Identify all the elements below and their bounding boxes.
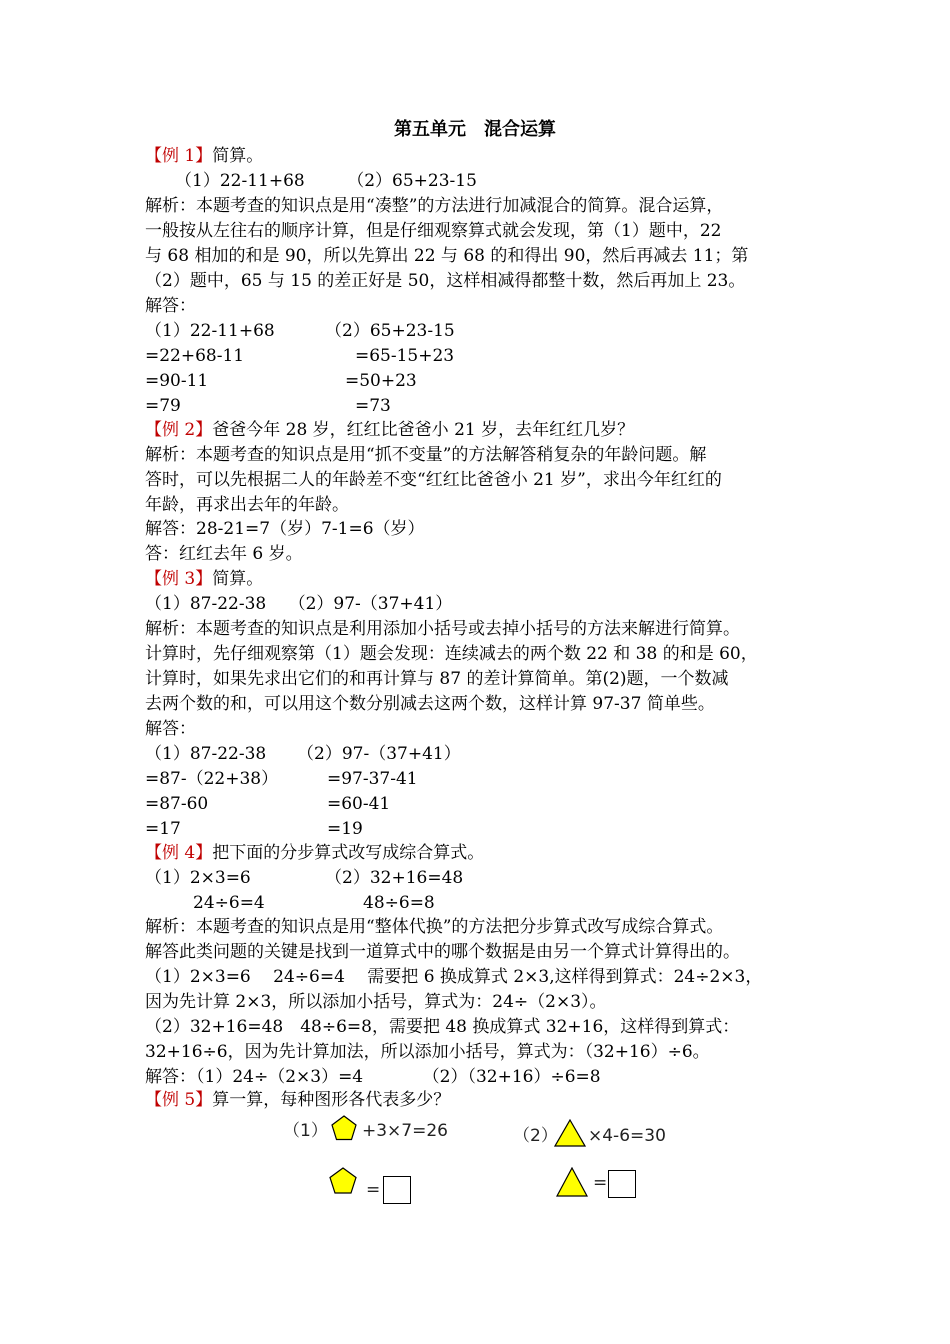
pentagon-icon (329, 1167, 357, 1195)
example-3-text: 简算。 (212, 569, 264, 589)
example-1-step: =22+68-11 (145, 346, 245, 366)
example-1-step: （1）22-11+68 (145, 321, 275, 341)
example-1-analysis-line: （2）题中，65 与 15 的差正好是 50，这样相减得都整十数，然后再加上 23。 (145, 271, 746, 291)
example-3-heading (145, 568, 263, 590)
triangle-icon (554, 1119, 586, 1147)
example-2-heading (145, 419, 634, 441)
example-4-question: （2）32+16=48 (325, 868, 464, 888)
example-3-step: =97-37-41 (327, 769, 418, 789)
example-5-part-1-expression: +3×7=26 (362, 1121, 448, 1141)
example-5-heading (145, 1089, 450, 1111)
example-1-question: （1）22-11+68 （2）65+23-15 (175, 171, 477, 191)
example-1-answer-label: 解答： (145, 296, 196, 316)
triangle-icon (556, 1167, 588, 1197)
example-1-step: =73 (355, 396, 391, 416)
example-4-question: 48÷6=8 (363, 893, 435, 913)
example-1-tag: 【例 1】 (145, 146, 213, 166)
example-5-text: 算一算，每种图形各代表多少？ (212, 1090, 451, 1110)
example-4-analysis-line: （2）32+16=48 48÷6=8，需要把 48 换成算式 32+16，这样得到算式： (145, 1017, 740, 1037)
example-1-heading (145, 145, 263, 167)
example-4-text: 把下面的分步算式改写成综合算式。 (212, 843, 485, 863)
example-1-analysis-line: 解析：本题考查的知识点是用“凑整”的方法进行加减混合的简算。混合运算， (145, 196, 724, 216)
example-2-final-answer: 答：红红去年 6 岁。 (145, 544, 303, 564)
example-5-tag: 【例 5】 (145, 1090, 213, 1110)
example-1-text: 简算。 (212, 146, 264, 166)
example-3-step: =87-60 (145, 794, 209, 814)
example-4-answer: 解答：（1）24÷（2×3）=4 （2）（32+16）÷6=8 (145, 1067, 601, 1087)
example-4-tag: 【例 4】 (145, 843, 213, 863)
example-2-answer: 解答：28-21=7（岁）7-1=6（岁） (145, 519, 425, 539)
example-1-step: （2）65+23-15 (325, 321, 455, 341)
example-3-analysis-line: 去两个数的和，可以用这个数分别减去这两个数，这样计算 97-37 简单些。 (145, 694, 715, 714)
example-3-step: =60-41 (327, 794, 391, 814)
example-2-text: 爸爸今年 28 岁，红红比爸爸小 21 岁，去年红红几岁？ (212, 420, 635, 440)
example-1-step: =50+23 (345, 371, 417, 391)
example-3-question: （1）87-22-38 （2）97-（37+41） (145, 594, 453, 614)
example-3-step: （2）97-（37+41） (297, 744, 461, 764)
example-3-step: =87-（22+38） (145, 769, 279, 789)
example-2-tag: 【例 2】 (145, 420, 213, 440)
pentagon-icon (331, 1115, 357, 1141)
example-3-step: （1）87-22-38 (145, 744, 267, 764)
example-1-step: =90-11 (145, 371, 209, 391)
example-4-heading (145, 842, 484, 864)
example-4-analysis-line: 因为先计算 2×3，所以添加小括号，算式为：24÷（2×3）。 (145, 992, 607, 1012)
answer-box[interactable] (608, 1170, 636, 1198)
example-5-part-2-expression: ×4-6=30 (588, 1126, 666, 1146)
example-3-analysis-line: 计算时，如果先求出它们的和再计算与 87 的差计算简单。第(2)题，一个数减 (145, 669, 729, 689)
example-4-question: （1）2×3=6 (145, 868, 251, 888)
example-2-analysis-line: 答时，可以先根据二人的年龄差不变“红红比爸爸小 21 岁”，求出今年红红的 (145, 470, 722, 490)
example-2-analysis-line: 年龄，再求出去年的年龄。 (145, 495, 349, 515)
example-1-analysis-line: 与 68 相加的和是 90，所以先算出 22 与 68 的和得出 90，然后再减去 11；第 (145, 246, 749, 266)
example-3-step: =17 (145, 819, 181, 839)
example-3-tag: 【例 3】 (145, 569, 213, 589)
example-5-part-1-label: （1） (283, 1121, 328, 1141)
example-1-step: =79 (145, 396, 181, 416)
example-3-analysis-line: 计算时，先仔细观察第（1）题会发现：连续减去的两个数 22 和 38 的和是 60， (145, 644, 758, 664)
example-3-analysis-line: 解析：本题考查的知识点是利用添加小括号或去掉小括号的方法来解进行简算。 (145, 619, 740, 639)
equals-sign: = (593, 1173, 608, 1193)
example-5-part-2-label: （2） (513, 1126, 558, 1146)
example-4-analysis-line: （1）2×3=6 24÷6=4 需要把 6 换成算式 2×3,这样得到算式：24÷2×3， (145, 967, 763, 987)
example-1-analysis-line: 一般按从左往右的顺序计算，但是仔细观察算式就会发现，第（1）题中，22 (145, 221, 722, 241)
example-3-step: =19 (327, 819, 363, 839)
example-2-analysis-line: 解析：本题考查的知识点是用“抓不变量”的方法解答稍复杂的年龄问题。解 (145, 445, 707, 465)
answer-box[interactable] (383, 1176, 411, 1204)
equals-sign: = (366, 1180, 381, 1200)
example-4-analysis-line: 解析：本题考查的知识点是用“整体代换”的方法把分步算式改写成综合算式。 (145, 917, 724, 937)
example-3-answer-label: 解答： (145, 719, 196, 739)
example-4-analysis-line: 解答此类问题的关键是找到一道算式中的哪个数据是由另一个算式计算得出的。 (145, 942, 740, 962)
example-4-analysis-line: 32+16÷6，因为先计算加法，所以添加小括号，算式为：（32+16）÷6。 (145, 1042, 710, 1062)
page-title: 第五单元 混合运算 (394, 119, 556, 140)
example-4-question: 24÷6=4 (193, 893, 265, 913)
example-1-step: =65-15+23 (355, 346, 455, 366)
